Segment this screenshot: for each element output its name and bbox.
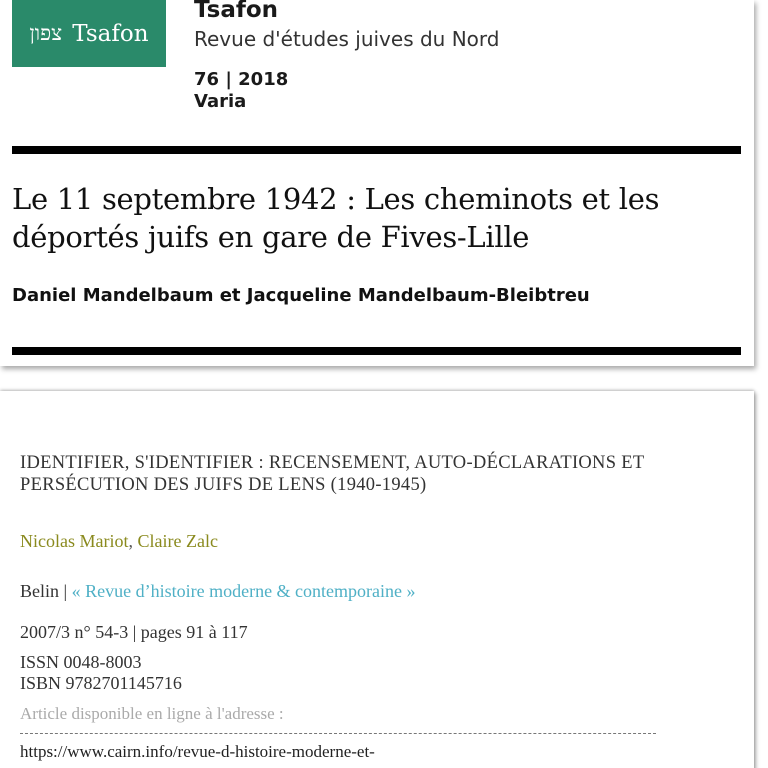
- publisher-name: Belin |: [20, 581, 72, 601]
- issn-number: ISSN 0048-8003: [20, 652, 142, 672]
- header-divider-top: [12, 146, 741, 154]
- author-link-mariot[interactable]: Nicolas Mariot: [20, 531, 129, 551]
- section-label: Varia: [194, 91, 247, 112]
- author-link-zalc[interactable]: Claire Zalc: [137, 531, 218, 551]
- author-separator: ,: [128, 531, 133, 551]
- article-authors: Daniel Mandelbaum et Jacqueline Mandelbaum-Bleibtreu: [12, 285, 590, 306]
- dashed-divider: [20, 733, 656, 734]
- issue-number[interactable]: 76 | 2018: [194, 69, 289, 90]
- journal-name[interactable]: Tsafon: [194, 0, 279, 23]
- logo-latin-text: Tsafon: [72, 20, 149, 47]
- reference-card: [0, 391, 754, 768]
- journal-link[interactable]: « Revue d’histoire moderne & contemporaine »: [71, 581, 416, 601]
- logo-hebrew-text: צפון: [29, 21, 63, 45]
- header-divider-bottom: [12, 347, 741, 355]
- reference-title: [20, 452, 720, 496]
- tsafon-logo[interactable]: [12, 0, 166, 67]
- article-header-card: [0, 0, 754, 366]
- article-title: Le 11 septembre 1942 : Les cheminots et les déportés juifs en gare de Fives-Lille: [12, 182, 660, 254]
- publisher-line: [20, 580, 416, 602]
- article-url-link[interactable]: https://www.cairn.info/revue-d-histoire-moderne-et-: [20, 742, 375, 761]
- reference-title-line-1: IDENTIFIER, S'IDENTIFIER : RECENSEMENT, AUTO-DÉCLARATIONS ET: [20, 453, 645, 473]
- issue-pages: 2007/3 n° 54-3 | pages 91 à 117: [20, 622, 248, 642]
- isbn-number: ISBN 9782701145716: [20, 673, 182, 693]
- reference-title-line-2: PERSÉCUTION DES JUIFS DE LENS (1940-1945): [20, 475, 427, 495]
- reference-authors: [20, 530, 218, 552]
- journal-subtitle: Revue d'études juives du Nord: [194, 27, 500, 51]
- available-online-label: Article disponible en ligne à l'adresse :: [20, 704, 284, 723]
